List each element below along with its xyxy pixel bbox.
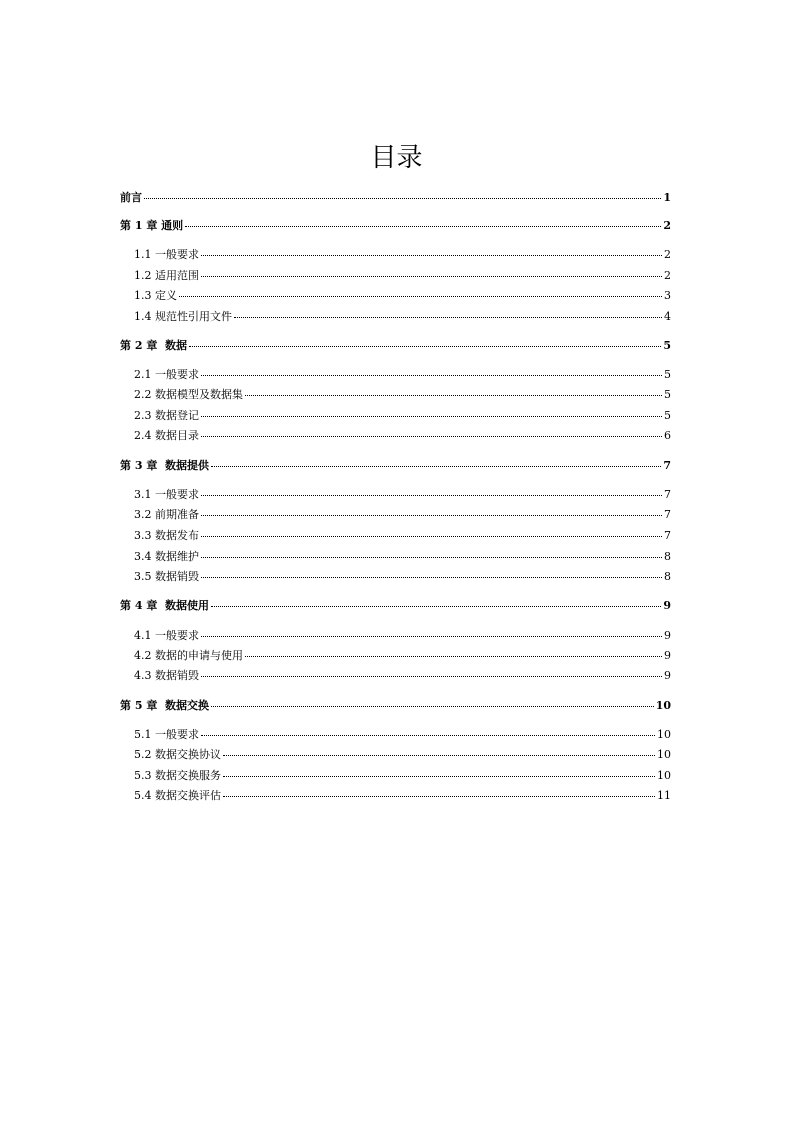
toc-leader-dots: [201, 557, 662, 558]
toc-page-number: 5: [664, 388, 671, 401]
toc-leader-dots: [211, 606, 661, 607]
toc-entry-label: 4.1 一般要求: [134, 629, 199, 642]
toc-leader-dots: [201, 436, 662, 437]
toc-section-entry[interactable]: [134, 549, 671, 565]
toc-leader-dots: [201, 536, 662, 537]
toc-leader-dots: [201, 375, 662, 376]
toc-entry-label: 3.4 数据维护: [134, 550, 199, 563]
toc-page-number: 6: [664, 429, 671, 442]
toc-page-number: 7: [664, 508, 671, 521]
toc-section-entry[interactable]: [134, 309, 671, 325]
toc-section-entry[interactable]: [134, 788, 671, 804]
toc-section-entry[interactable]: [134, 668, 671, 684]
toc-leader-dots: [201, 255, 662, 256]
toc-leader-dots: [189, 346, 661, 347]
toc-entry-label: 第 4 章 数据使用: [120, 599, 209, 612]
toc-section-entry[interactable]: [134, 288, 671, 304]
toc-entry-label: 5.4 数据交换评估: [134, 789, 221, 802]
toc-section-entry[interactable]: [134, 768, 671, 784]
toc-section-entry[interactable]: [134, 569, 671, 585]
toc-page-number: 7: [663, 459, 671, 472]
toc-page-number: 2: [663, 219, 671, 232]
toc-entry-label: 1.1 一般要求: [134, 248, 199, 261]
toc-page-number: 8: [664, 550, 671, 563]
toc-entry-label: 3.2 前期准备: [134, 508, 199, 521]
toc-page-number: 9: [664, 669, 671, 682]
toc-section-entry[interactable]: [134, 528, 671, 544]
toc-page-number: 2: [664, 269, 671, 282]
toc-page-number: 5: [664, 368, 671, 381]
toc-entry-label: 3.3 数据发布: [134, 529, 199, 542]
toc-page-number: 4: [664, 310, 671, 323]
toc-page-number: 10: [657, 748, 671, 761]
toc-entry-label: 1.2 适用范围: [134, 269, 199, 282]
toc-section-entry[interactable]: [134, 487, 671, 503]
toc-page-number: 5: [663, 339, 671, 352]
toc-page-number: 5: [664, 409, 671, 422]
toc-section-entry[interactable]: [134, 628, 671, 644]
toc-leader-dots: [201, 515, 662, 516]
toc-leader-dots: [211, 706, 654, 707]
toc-section-entry[interactable]: [134, 747, 671, 763]
toc-leader-dots: [211, 466, 661, 467]
toc-entry-label: 2.2 数据模型及数据集: [134, 388, 243, 401]
toc-entry-label: 2.1 一般要求: [134, 368, 199, 381]
toc-leader-dots: [201, 676, 662, 677]
toc-chapter-entry[interactable]: [120, 698, 671, 714]
page-title: 目录: [370, 143, 423, 173]
toc-page-number: 7: [664, 488, 671, 501]
toc-section-entry[interactable]: [134, 428, 671, 444]
toc-leader-dots: [185, 226, 661, 227]
toc-leader-dots: [234, 317, 662, 318]
toc-entry-label: 5.2 数据交换协议: [134, 748, 221, 761]
toc-leader-dots: [223, 755, 655, 756]
toc-entry-label: 3.5 数据销毁: [134, 570, 199, 583]
toc-leader-dots: [223, 776, 655, 777]
toc-chapter-entry[interactable]: [120, 458, 671, 474]
toc-chapter-entry[interactable]: [120, 598, 671, 614]
toc-leader-dots: [201, 577, 662, 578]
toc-page-number: 11: [657, 789, 671, 802]
toc-leader-dots: [201, 416, 662, 417]
toc-entry-label: 4.2 数据的申请与使用: [134, 649, 243, 662]
toc-page-number: 9: [664, 629, 671, 642]
toc-page-number: 9: [663, 599, 671, 612]
toc-page-number: 7: [664, 529, 671, 542]
toc-entry-label: 第 2 章 数据: [120, 339, 187, 352]
toc-section-entry[interactable]: [134, 648, 671, 664]
toc-entry-label: 第 3 章 数据提供: [120, 459, 209, 472]
toc-page-number: 1: [663, 191, 671, 204]
toc-page-number: 10: [657, 728, 671, 741]
toc-entry-label: 5.3 数据交换服务: [134, 769, 221, 782]
toc-leader-dots: [245, 395, 662, 396]
toc-section-entry[interactable]: [134, 507, 671, 523]
toc-section-entry[interactable]: [134, 408, 671, 424]
toc-chapter-entry[interactable]: [120, 218, 671, 234]
toc-entry-label: 4.3 数据销毁: [134, 669, 199, 682]
toc-page-number: 8: [664, 570, 671, 583]
toc-page-number: 10: [655, 699, 671, 712]
toc-entry-label: 1.3 定义: [134, 289, 177, 302]
toc-page-number: 3: [664, 289, 671, 302]
toc-leader-dots: [201, 636, 662, 637]
toc-page-number: 9: [664, 649, 671, 662]
toc-leader-dots: [144, 198, 661, 199]
toc-leader-dots: [201, 735, 655, 736]
toc-entry-label: 1.4 规范性引用文件: [134, 310, 232, 323]
toc-section-entry[interactable]: [134, 247, 671, 263]
toc-entry-label: 3.1 一般要求: [134, 488, 199, 501]
toc-entry-label: 2.4 数据目录: [134, 429, 199, 442]
toc-leader-dots: [223, 796, 655, 797]
toc-entry-label: 5.1 一般要求: [134, 728, 199, 741]
toc-page-number: 10: [657, 769, 671, 782]
toc-section-entry[interactable]: [134, 727, 671, 743]
toc-leader-dots: [201, 495, 662, 496]
toc-leader-dots: [201, 276, 662, 277]
toc-entry-label: 前言: [120, 191, 142, 204]
toc-entry-label: 2.3 数据登记: [134, 409, 199, 422]
toc-section-entry[interactable]: [134, 387, 671, 403]
toc-entry-label: 第 5 章 数据交换: [120, 699, 209, 712]
toc-section-entry[interactable]: [134, 367, 671, 383]
toc-section-entry[interactable]: [134, 268, 671, 284]
toc-chapter-entry[interactable]: [120, 190, 671, 206]
toc-page-number: 2: [664, 248, 671, 261]
toc-leader-dots: [245, 656, 662, 657]
toc-leader-dots: [179, 296, 662, 297]
toc-entry-label: 第 1 章 通则: [120, 219, 184, 232]
toc-chapter-entry[interactable]: [120, 338, 671, 354]
